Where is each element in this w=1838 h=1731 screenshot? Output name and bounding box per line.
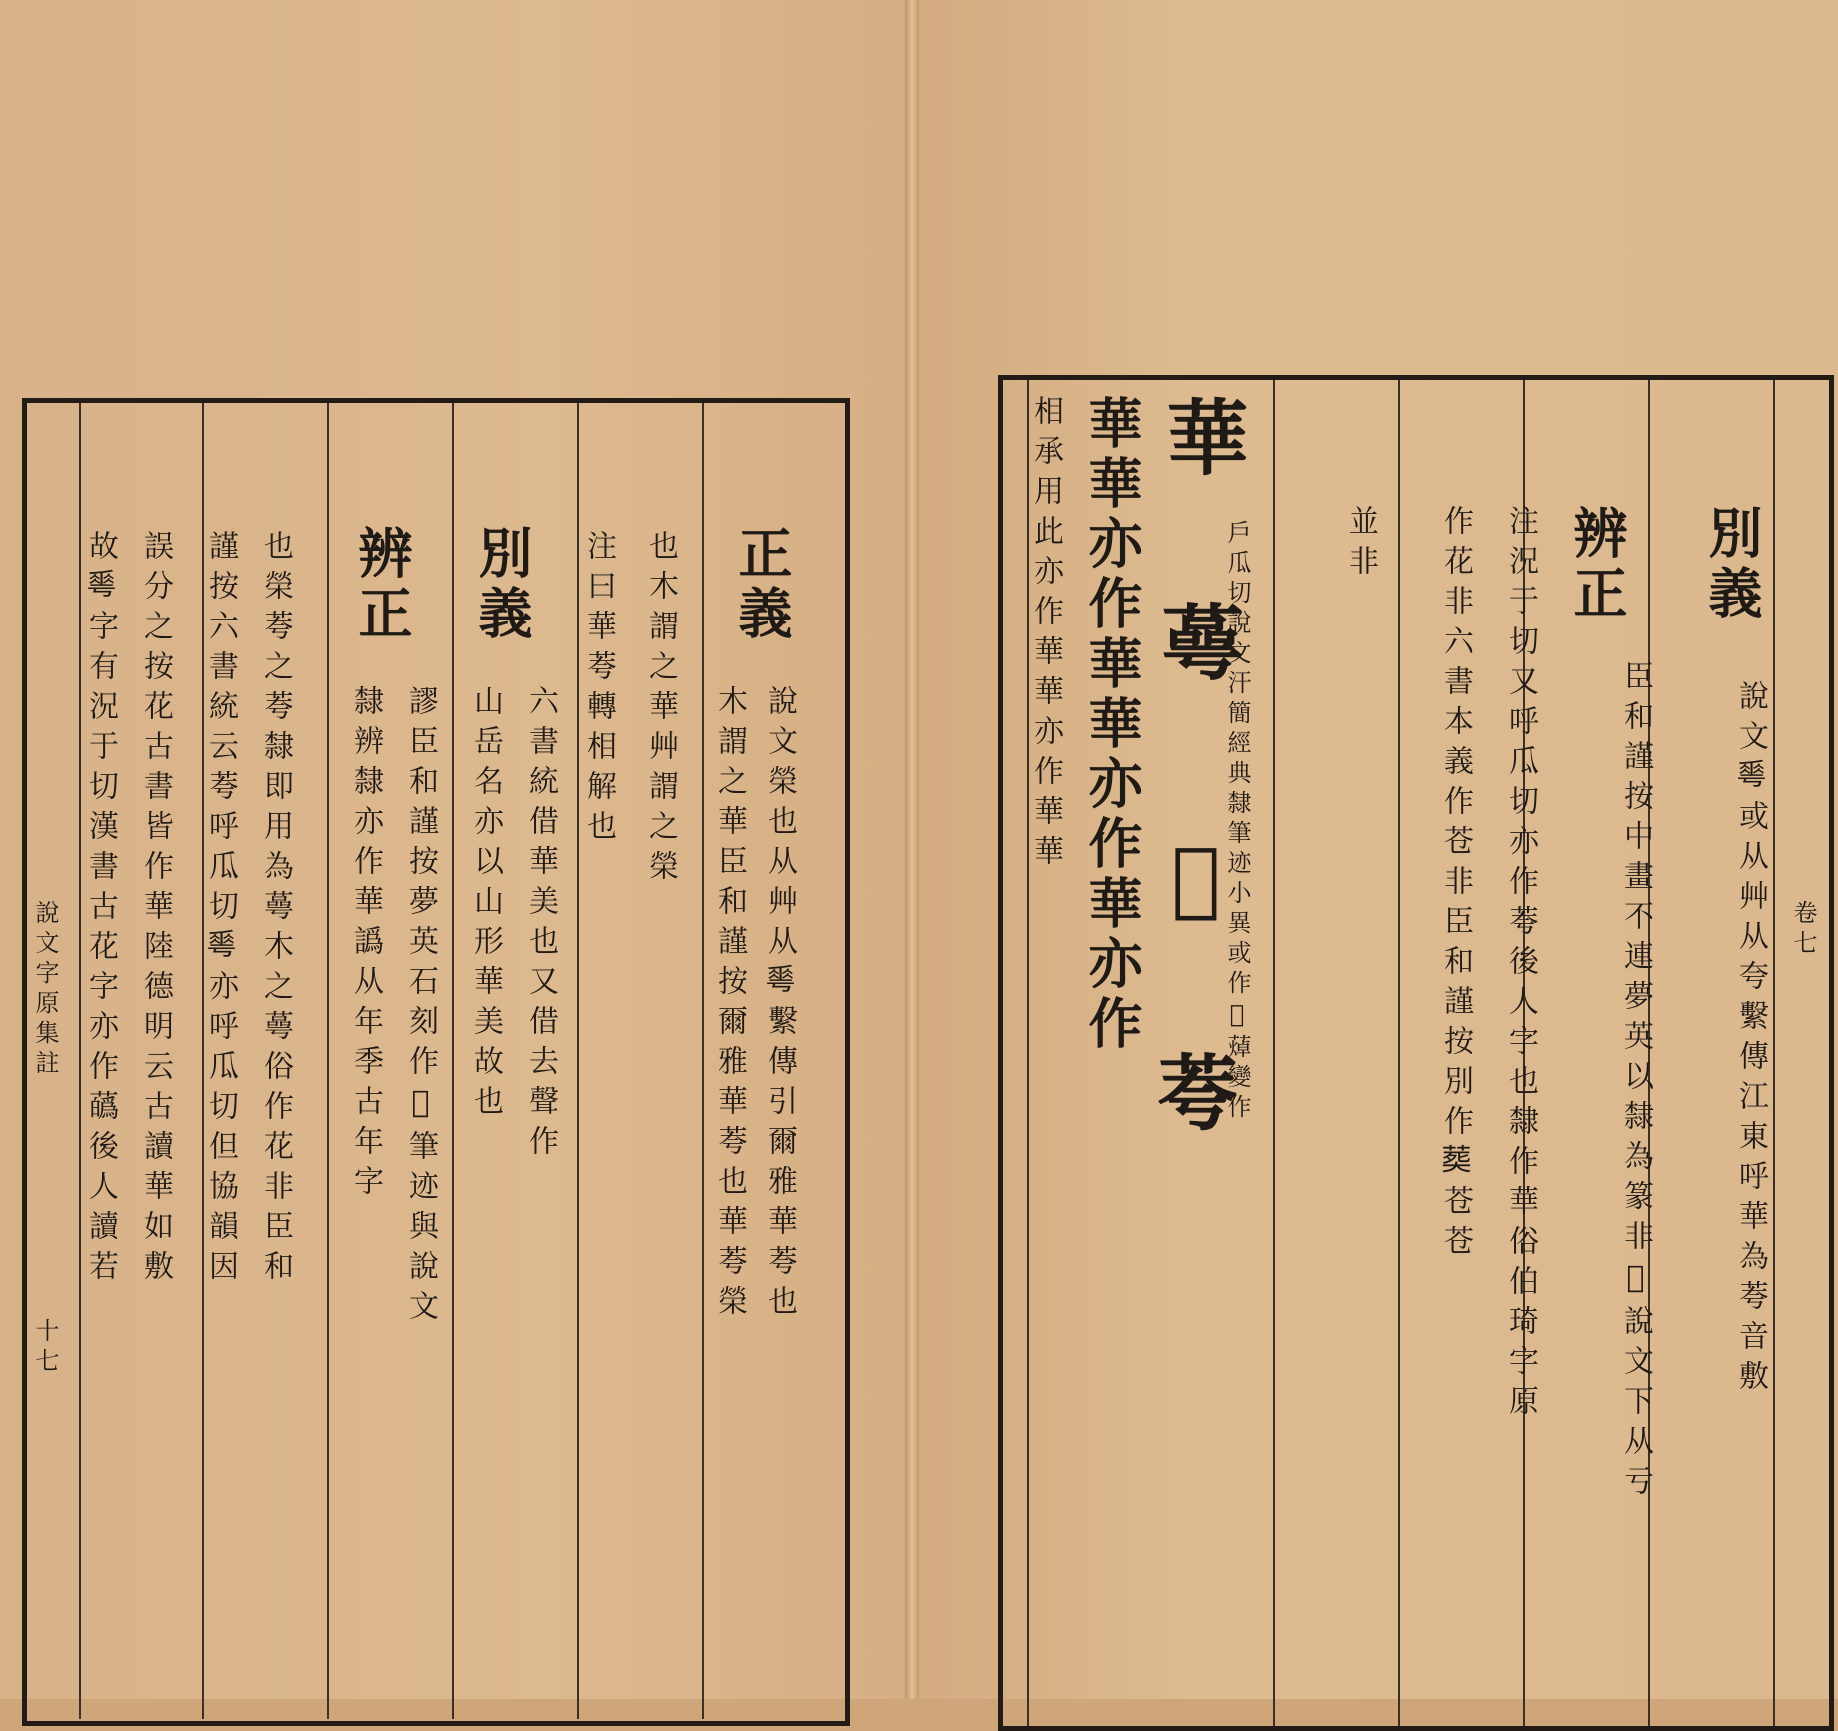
column-text: 也木謂之華艸謂之榮 <box>643 530 678 890</box>
heading-zhengyi: 正義 <box>730 525 794 645</box>
heading-bieyi-right: 別義 <box>1700 505 1764 625</box>
column-text: 注曰華荂轉相解也 <box>581 530 616 850</box>
column-text: 作花非六書本義作苍非臣和謹按別作𦵏苍苍 <box>1438 505 1473 1265</box>
book-fold <box>905 0 919 1699</box>
seal-glyph-3: 荂 <box>1143 1050 1239 1142</box>
column-text: 木謂之華臣和謹按爾雅華荂也華荂榮 <box>712 685 747 1325</box>
main-glyph-hua: 華 <box>1153 395 1249 487</box>
column-text: 也榮荂之荂隸即用為蕚木之蕚俗作花非臣和 <box>258 530 293 1290</box>
column-text: 戶瓜切說文汗簡經典隸筆迹小異或作𦻏𦻐變作 <box>1223 520 1251 1124</box>
column-text: 謬臣和謹按夢英石刻作𦻏筆迹與說文 <box>403 685 438 1330</box>
column-text: 並非 <box>1343 505 1378 585</box>
column-text: 隸辨隸亦作華譌从年季古年字 <box>348 685 383 1205</box>
heading-bianzheng-right: 辨正 <box>1565 505 1629 625</box>
column-text: 說文𠌶或从艸从夸繫傳江東呼華為荂音敷 <box>1733 680 1768 1400</box>
column-text: 注況于切又呼瓜切亦作荂後人字也隸作華俗伯琦字原 <box>1503 505 1538 1425</box>
heading-bianzheng: 辨正 <box>350 525 414 645</box>
column-text: 六書統借華美也又借去聲作 <box>523 685 558 1165</box>
column-text: 相承用此亦作華華亦作華華 <box>1028 395 1063 875</box>
column-text: 山岳名亦以山形華美故也 <box>468 685 503 1125</box>
heading-bieyi: 別義 <box>470 525 534 645</box>
seal-glyph-2: 𦻏 <box>1148 830 1244 936</box>
left-page-number: 十七 <box>31 1318 59 1378</box>
column-text: 謹按六書統云荂呼瓜切𠌶亦呼瓜切但協韻因 <box>203 530 238 1290</box>
left-margin-title: 說文字原集註 <box>31 900 59 1080</box>
right-margin-title: 卷七 <box>1789 900 1817 960</box>
column-text: 說文榮也从艸从𠌶繫傳引爾雅華荂也 <box>762 685 797 1325</box>
seal-glyph-1: 蕚 <box>1148 600 1244 692</box>
column-text: 誤分之按花古書皆作華陸德明云古讀華如敷 <box>138 530 173 1290</box>
column-text: 臣和謹按中畫不連夢英以隸為篆非𦻏說文下从亏 <box>1618 660 1653 1505</box>
column-text: 華華亦作華華亦作華亦作 <box>1080 395 1144 1055</box>
column-text: 故𠌶字有況于切漢書古花字亦作蘤後人讀若 <box>83 530 118 1290</box>
